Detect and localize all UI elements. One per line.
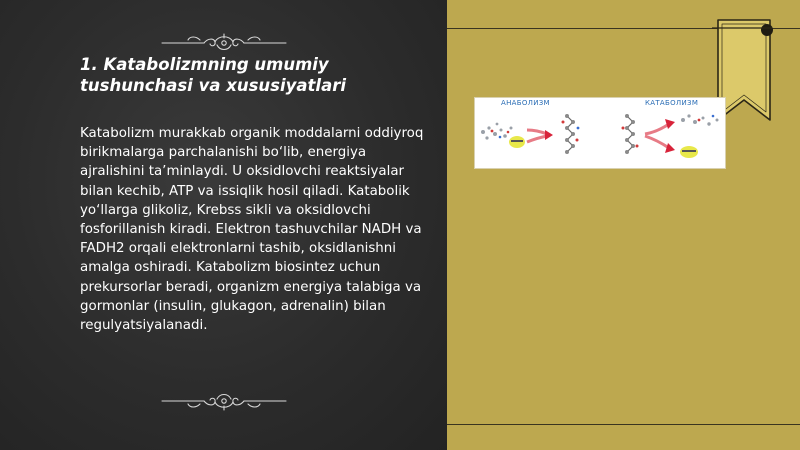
ornament-divider-icon (160, 388, 288, 414)
bottom-divider-line (447, 424, 800, 425)
metabolism-diagram (474, 97, 726, 169)
anabolism-label: АНАБОЛИЗМ (501, 99, 550, 107)
slide-title: 1. Katabolizmning umumiy tushunchasi va xususiyatlari (80, 55, 347, 95)
ornament-divider-icon (160, 30, 288, 56)
metabolism-diagram-icon (475, 108, 725, 168)
catabolism-label: КАТАБОЛИЗМ (645, 99, 699, 107)
slide-body-text: Katabolizm murakkab organik moddalarni oddiyroq birikmalarga parchalanishi bo‘lib, energiya ajralishini ta’minlaydi. U oksidlovchi reaktsiyalar bilan kechib, ATP va issiqlik hosil qiladi. Katabolik yo‘llarga glikoliz, Krebss sikli va oksidlovchi fosforillanish kiradi. Elektron tashuvchilar NADH va FADH2 orqali elektronlarni tashib, oksidlanishni amalga oshiradi. Katabolizm biosintez uchun prekursorlar beradi, organizm energiya talabiga va gormonlar (insulin, glukagon, adrenalin) bilan regulyatsiyalanadi. (80, 126, 424, 334)
